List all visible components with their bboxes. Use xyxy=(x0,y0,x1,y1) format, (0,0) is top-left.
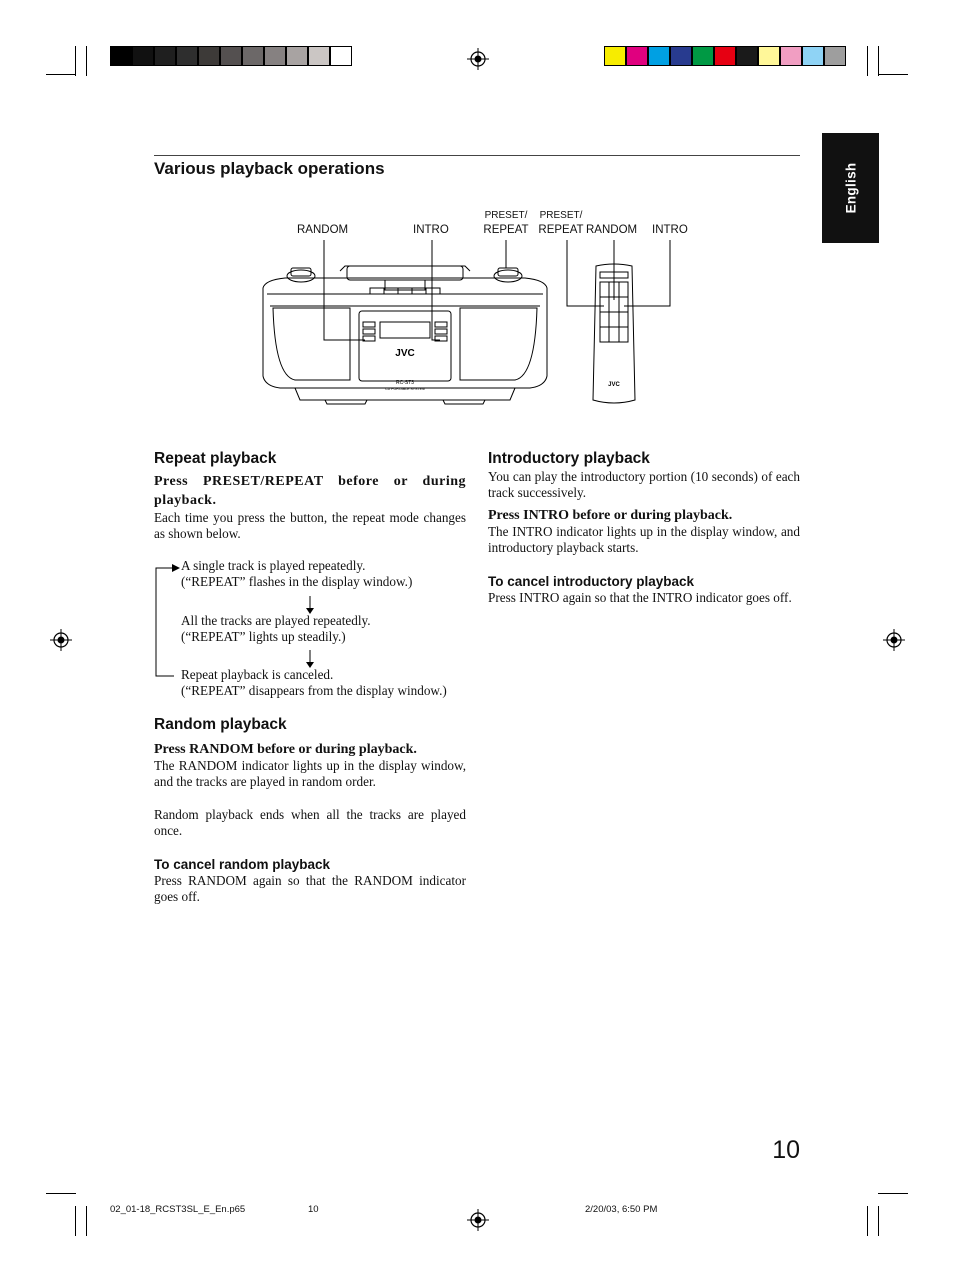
registration-mark-right xyxy=(883,629,905,651)
repeat-step-3: Repeat playback is canceled. (“REPEAT” disappears from the display window.) xyxy=(181,667,447,699)
remote-brand: JVC xyxy=(608,382,620,388)
label-preset-repeat-remote: PRESET/ REPEAT xyxy=(538,210,584,236)
intro-cancel-heading: To cancel introductory playback xyxy=(488,574,695,589)
unit-model: RC-ST3 xyxy=(395,380,415,386)
intro-body-2: The INTRO indicator lights up in the display window, and introductory playback starts. xyxy=(488,524,800,556)
unit-brand: JVC xyxy=(395,348,415,359)
repeat-body: Each time you press the button, the repeat mode changes as shown below. xyxy=(154,510,466,542)
footer-date: 2/20/03, 6:50 PM xyxy=(585,1204,658,1215)
footer-file: 02_01-18_RCST3SL_E_En.p65 xyxy=(110,1204,246,1215)
random-instruction: Press RANDOM before or during playback. xyxy=(154,742,417,757)
intro-heading: Introductory playback xyxy=(488,450,650,467)
diagram-leader-lines xyxy=(0,0,954,420)
repeat-step-1: A single track is played repeatedly. (“REPEAT” flashes in the display window.) xyxy=(181,558,413,590)
random-cancel-body: Press RANDOM again so that the RANDOM indicator goes off. xyxy=(154,873,466,905)
footer-page: 10 xyxy=(308,1204,319,1215)
repeat-step-2: All the tracks are played repeatedly. (“REPEAT” lights up steadily.) xyxy=(181,613,371,645)
label-intro-main: INTRO xyxy=(413,224,449,236)
registration-mark-left xyxy=(50,629,72,651)
repeat-instruction: Press PRESET/REPEAT before or during playback. xyxy=(154,474,466,508)
random-body-1: The RANDOM indicator lights up in the display window, and the tracks are played in random order. xyxy=(154,758,466,790)
label-preset-repeat-main: PRESET/ REPEAT xyxy=(483,210,529,236)
page-title: Various playback operations xyxy=(154,159,385,178)
random-heading: Random playback xyxy=(154,716,287,733)
language-tab-label: English xyxy=(843,162,858,214)
intro-cancel-body: Press INTRO again so that the INTRO indicator goes off. xyxy=(488,590,792,605)
unit-desc: CD PORTABLE SYSTEM xyxy=(385,387,425,391)
label-random-remote: RANDOM xyxy=(586,224,638,236)
intro-body: You can play the introductory portion (10 seconds) of each track successively. xyxy=(488,469,800,501)
repeat-heading: Repeat playback xyxy=(154,450,277,467)
random-cancel-heading: To cancel random playback xyxy=(154,857,331,872)
registration-mark-bottom xyxy=(467,1209,489,1231)
random-body-2: Random playback ends when all the tracks are played once. xyxy=(154,807,466,839)
intro-instruction: Press INTRO before or during playback. xyxy=(488,508,733,523)
label-intro-remote: INTRO xyxy=(652,224,688,236)
page-number: 10 xyxy=(772,1136,800,1164)
label-random-main: RANDOM xyxy=(297,224,349,236)
